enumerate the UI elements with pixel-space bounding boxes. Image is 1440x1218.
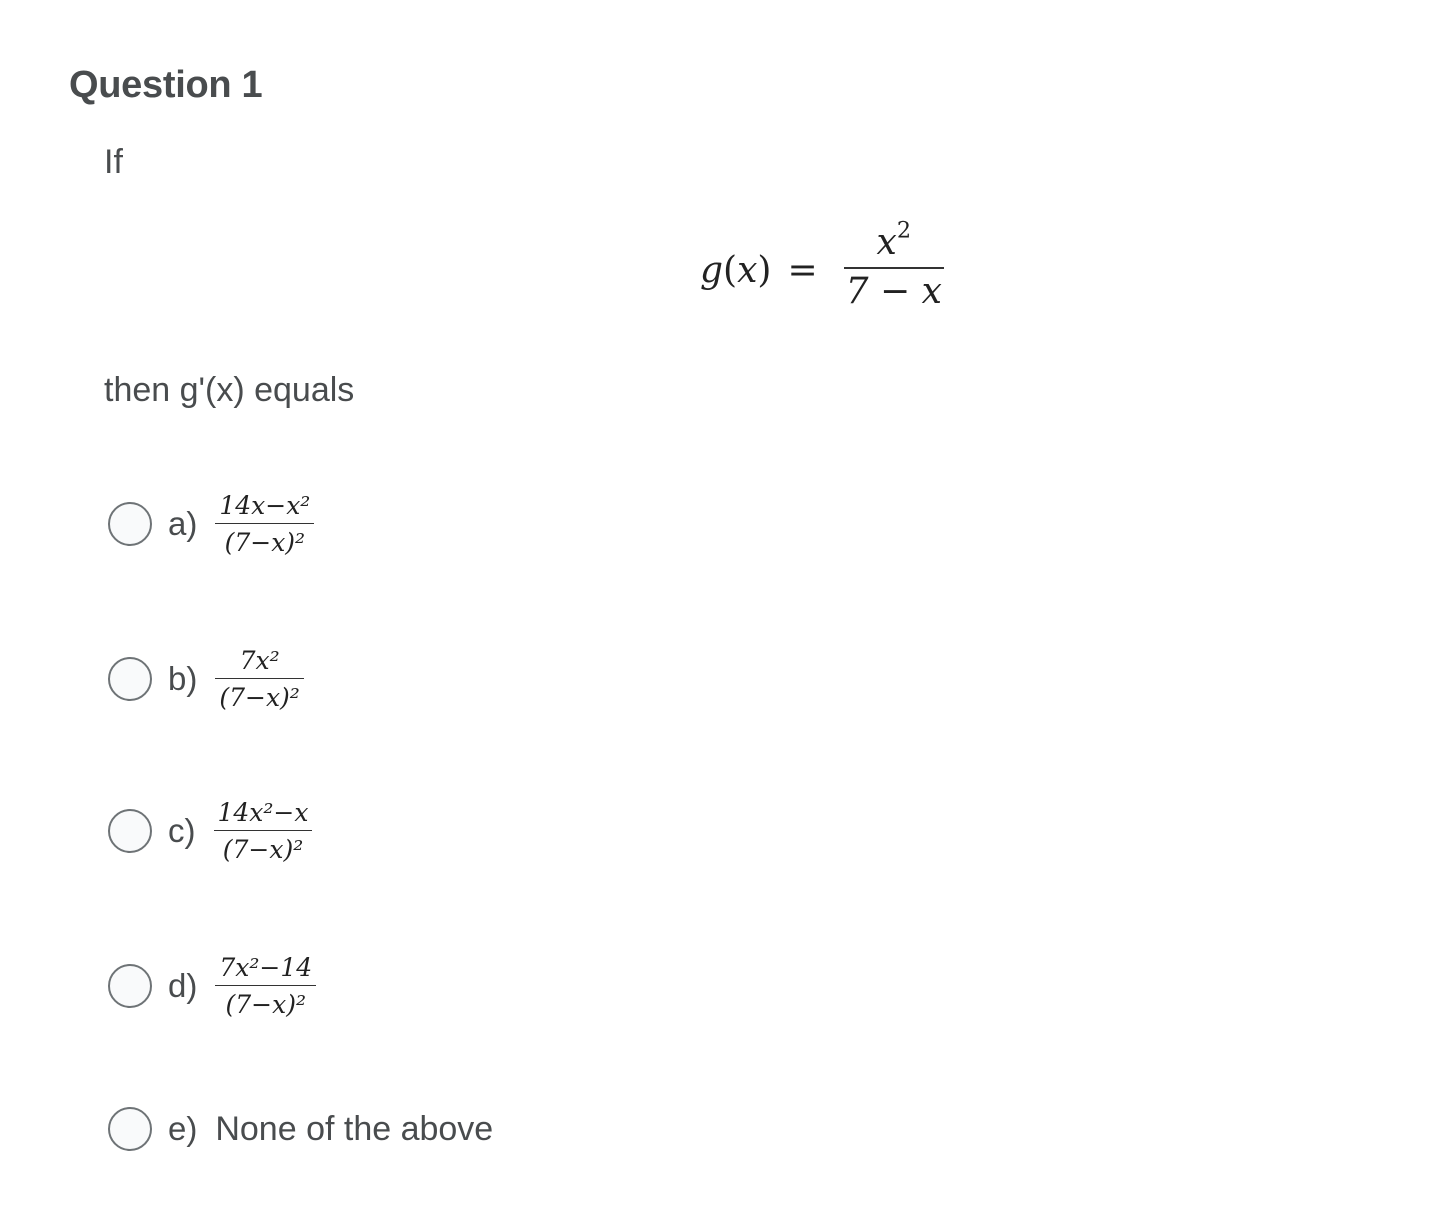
answer-option-c[interactable] xyxy=(108,798,312,864)
equation-equals-sign: = xyxy=(787,249,818,291)
equation-numerator: $x^2$ xyxy=(876,217,912,263)
option-denominator: (7−x)² xyxy=(219,683,300,712)
question-title: Question 1 xyxy=(69,64,263,106)
question-intro: If xyxy=(104,143,123,181)
radio-button[interactable] xyxy=(108,1107,152,1151)
option-denominator: (7−x)² xyxy=(225,990,306,1019)
option-denominator: (7−x)² xyxy=(224,528,306,557)
radio-button[interactable] xyxy=(108,964,152,1008)
option-text: None of the above xyxy=(215,1109,494,1148)
equation-func-name: g xyxy=(700,249,724,291)
answer-option-b[interactable] xyxy=(108,646,304,712)
option-letter: c) xyxy=(168,812,196,849)
option-fraction xyxy=(214,798,313,864)
option-denominator: (7−x)² xyxy=(222,835,304,864)
equation-denominator: 7 − x xyxy=(845,271,942,312)
answer-option-a[interactable] xyxy=(108,491,314,557)
option-fraction xyxy=(215,646,303,712)
answer-option-e[interactable] xyxy=(108,1107,493,1151)
option-letter: e) xyxy=(168,1110,198,1147)
equation-lhs: g(x) xyxy=(700,249,772,291)
option-letter: a) xyxy=(168,505,198,542)
answer-option-d[interactable] xyxy=(108,953,316,1019)
option-numerator: 14x−x² xyxy=(219,491,311,520)
option-letter: d) xyxy=(168,967,198,1004)
option-numerator: 7x²−14 xyxy=(219,953,313,982)
radio-button[interactable] xyxy=(108,502,152,546)
option-fraction xyxy=(215,491,314,557)
question-prompt: then g'(x) equals xyxy=(104,371,355,409)
radio-button[interactable] xyxy=(108,657,152,701)
option-numerator: 14x²−x xyxy=(217,798,309,827)
radio-button[interactable] xyxy=(108,809,152,853)
equation-func-arg: x xyxy=(737,249,758,291)
option-numerator: 7x² xyxy=(239,646,280,675)
equation-fraction xyxy=(840,217,948,312)
function-equation xyxy=(700,217,948,312)
option-fraction xyxy=(215,953,316,1019)
option-letter: b) xyxy=(168,660,198,697)
